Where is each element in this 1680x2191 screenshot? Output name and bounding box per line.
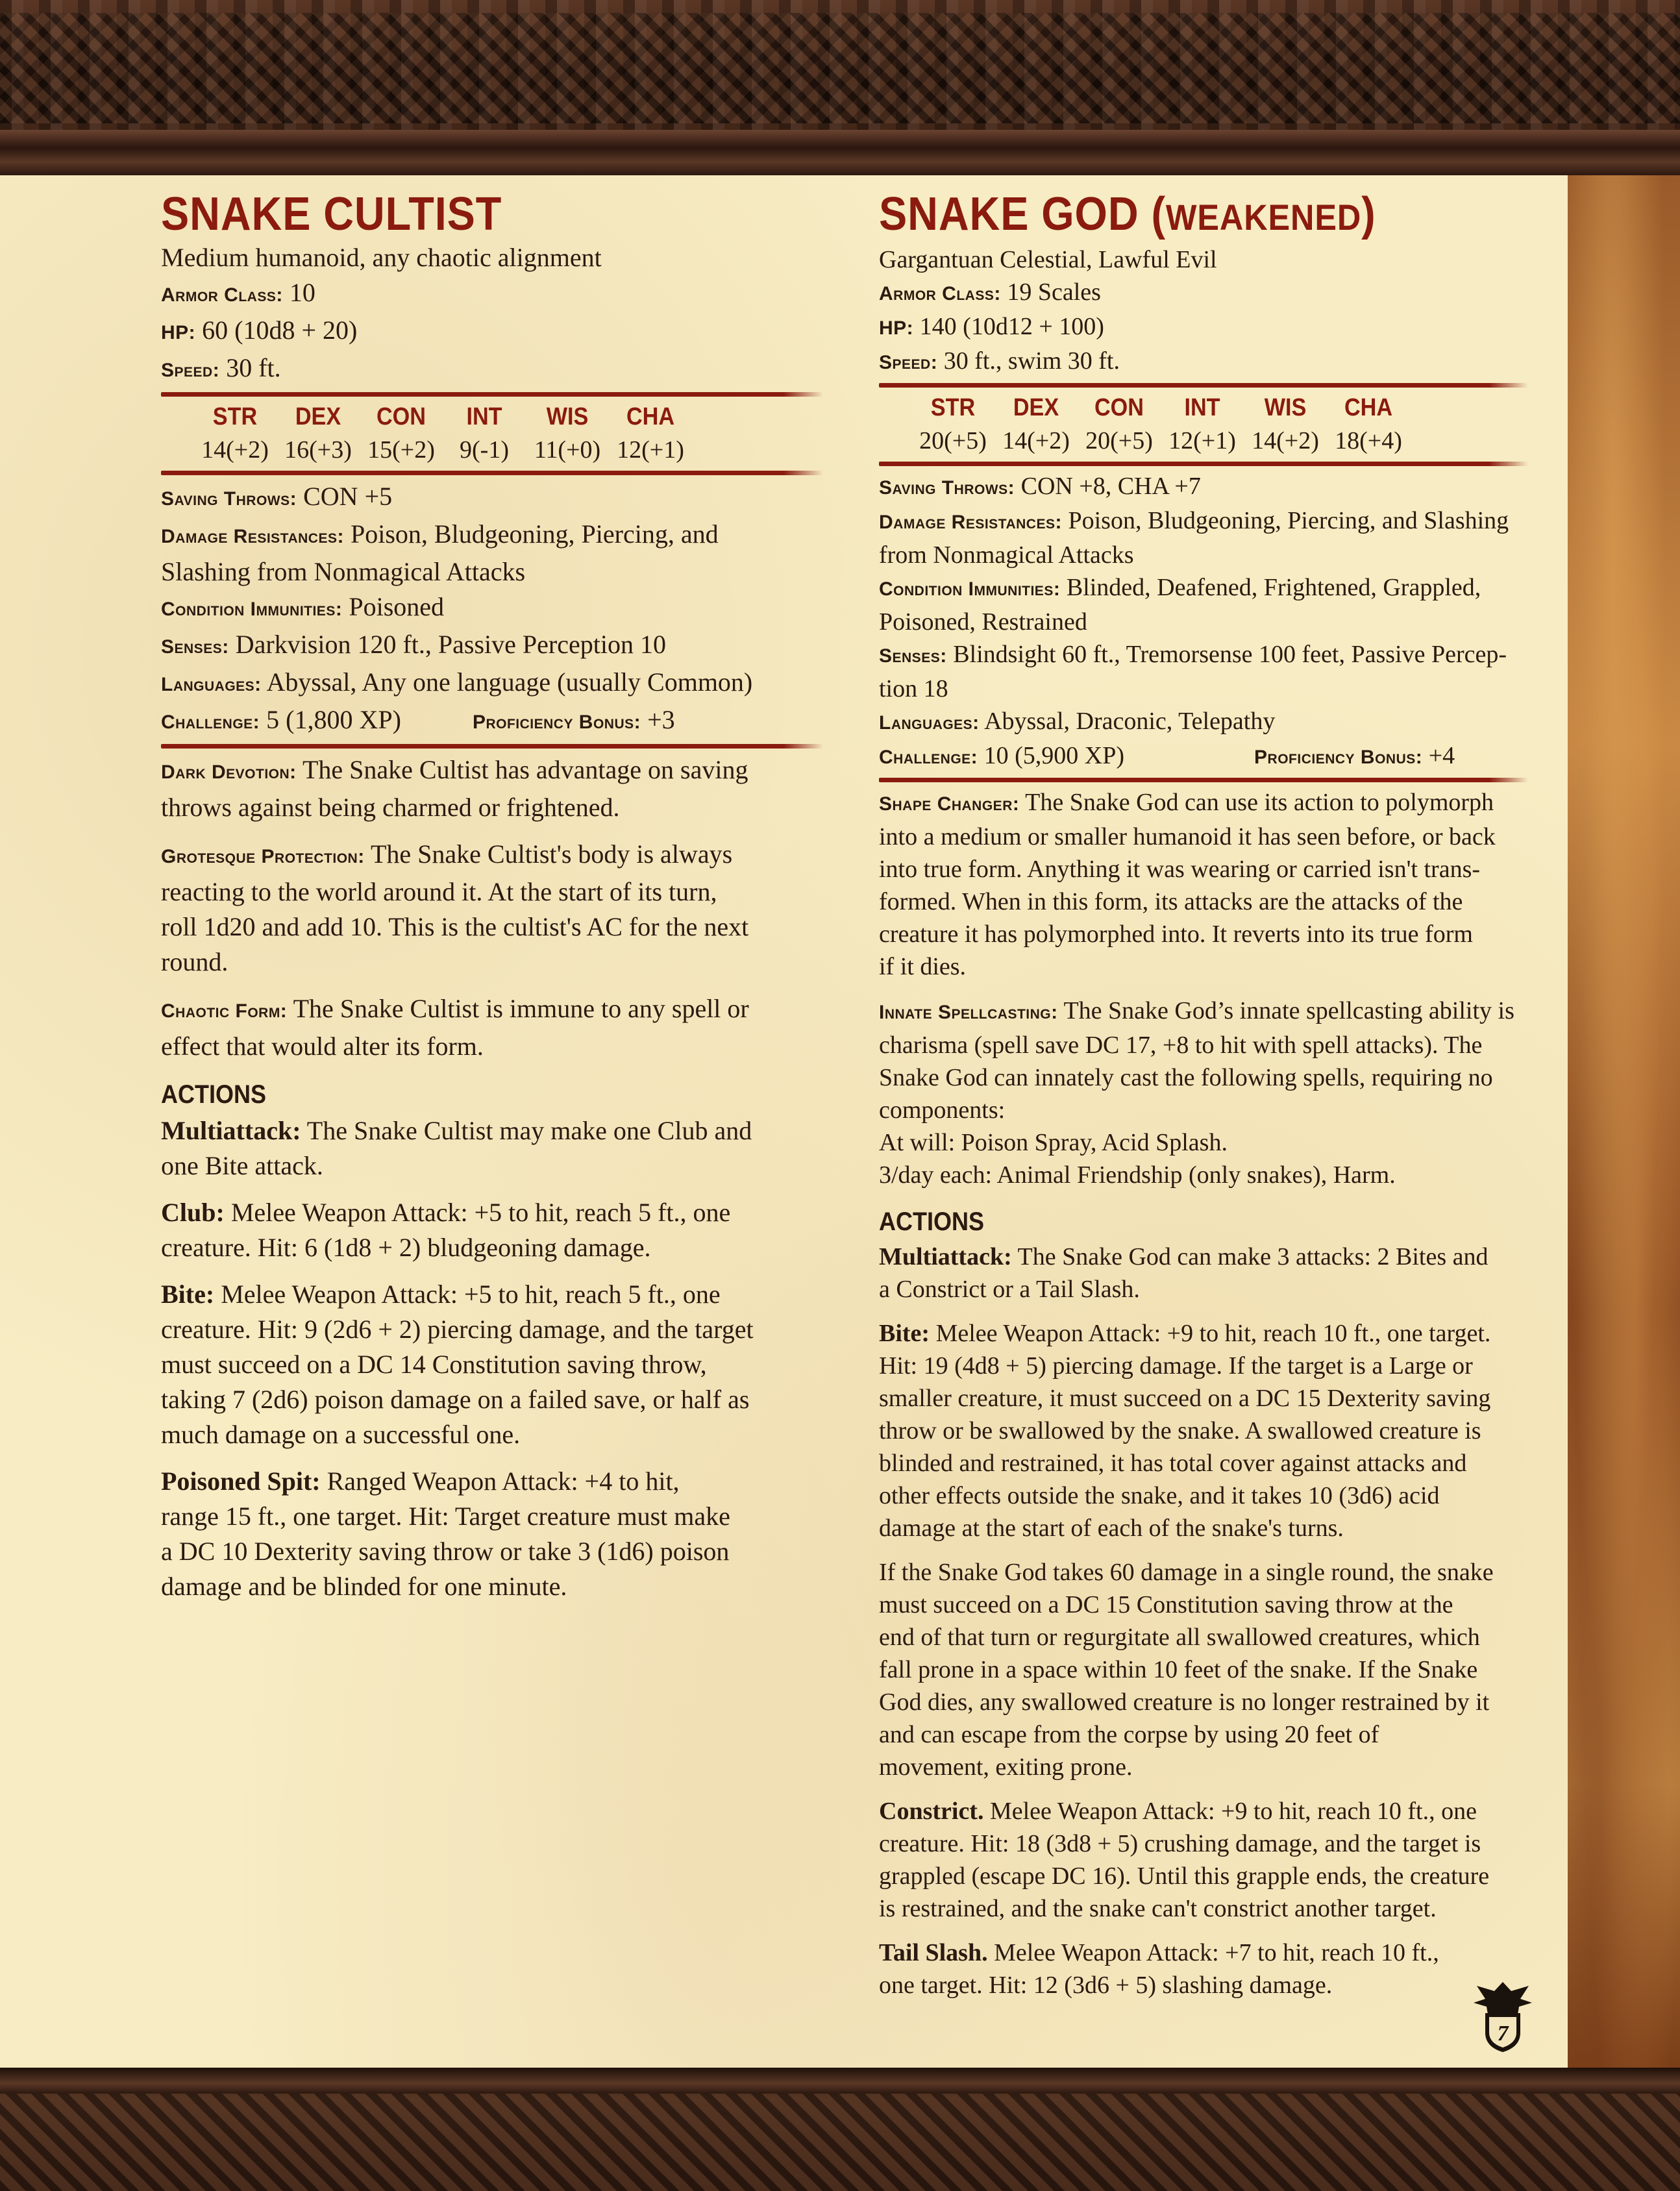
statblock-title: SNAKE CULTIST xyxy=(161,188,502,240)
ability-cha: CHA 12(+1) xyxy=(617,403,684,464)
divider xyxy=(161,392,823,397)
ability-wis: WIS 14(+2) xyxy=(1252,394,1319,454)
hit-points: HP: 140 (10d12 + 100) xyxy=(879,313,1104,340)
trait-dark-devotion: Dark Devotion: The Snake Cultist has advantage on saving throws against being charmed or frightened. xyxy=(161,755,748,822)
creature-type: Medium humanoid, any chaotic alignment xyxy=(161,243,602,272)
border-ridge xyxy=(0,2068,1680,2094)
senses-cont: tion 18 xyxy=(879,675,948,702)
trait-shape-changer: Shape Changer: The Snake God can use its action to polymorph into a medium or smaller humanoid it has seen before, or back into true form. Anything it was wearing or carried isn't trans- formed. When in this form, its attacks are the attacks of the creature it has polymorphed into. It reverts into its true form if it dies. xyxy=(879,789,1496,980)
page-number-emblem xyxy=(1467,1977,1538,2055)
damage-resistances: Damage Resistances: Poison, Bludgeoning, Piercing, and Slashing xyxy=(879,507,1509,534)
ability-dex: DEX 14(+2) xyxy=(1002,394,1070,454)
divider xyxy=(161,471,823,475)
divider xyxy=(879,383,1528,388)
challenge-row: Challenge: 5 (1,800 XP) Proficiency Bonus: +3 xyxy=(161,705,675,734)
actions-heading: ACTIONS xyxy=(161,1080,266,1109)
statblock-snake-cultist xyxy=(161,175,823,1616)
ability-con: CON 15(+2) xyxy=(367,403,435,464)
page-number: 7 xyxy=(1497,2022,1509,2046)
speed: Speed: 30 ft. xyxy=(161,353,281,382)
action-bite: Bite: Melee Weapon Attack: +5 to hit, reach 5 ft., one creature. Hit: 9 (2d6 + 2) piercing damage, and the target must succeed on a DC 14 Constitution saving throw, taking 7 (2d6) poison damage on a failed save, or half as much damage on a successful one. xyxy=(161,1280,754,1449)
saving-throws: Saving Throws: CON +8, CHA +7 xyxy=(879,473,1201,500)
ability-int: INT 9(-1) xyxy=(460,403,509,464)
armor-class: Armor Class: 19 Scales xyxy=(879,279,1101,306)
action-multiattack: Multiattack: The Snake Cultist may make one Club and one Bite attack. xyxy=(161,1116,752,1180)
celtic-knot-pattern xyxy=(0,13,1680,123)
ability-dex: DEX 16(+3) xyxy=(284,403,352,464)
top-border xyxy=(0,0,1680,175)
action-multiattack: Multiattack: The Snake God can make 3 attacks: 2 Bites and a Constrict or a Tail Slash. xyxy=(879,1243,1489,1303)
ability-str: STR 14(+2) xyxy=(201,403,269,464)
bottom-border xyxy=(0,2068,1680,2191)
trait-chaotic-form: Chaotic Form: The Snake Cultist is immune to any spell or effect that would alter its form. xyxy=(161,994,749,1061)
challenge-row: Challenge: 10 (5,900 XP) Proficiency Bonus: +4 xyxy=(879,742,1455,769)
statblock-title: SNAKE GOD (WEAKENED) xyxy=(879,188,1376,240)
ability-cha: CHA 18(+4) xyxy=(1335,394,1402,454)
senses: Senses: Blindsight 60 ft., Tremorsense 100 feet, Passive Percep- xyxy=(879,641,1507,668)
action-constrict: Constrict. Melee Weapon Attack: +9 to hit, reach 10 ft., one creature. Hit: 18 (3d8 + 5) crushing damage, and the target is grappled (escape DC 16). Until this grapple ends, the creature is restrained, and the snake can't constrict another target. xyxy=(879,1798,1490,1922)
senses: Senses: Darkvision 120 ft., Passive Perception 10 xyxy=(161,630,666,659)
action-poisoned-spit: Poisoned Spit: Ranged Weapon Attack: +4 to hit, range 15 ft., one target. Hit: Target creature must make a DC 10 Dexterity saving throw or take 3 (1d6) poison damage and be blinded for one minute. xyxy=(161,1467,730,1601)
damage-resistances: Damage Resistances: Poison, Bludgeoning, Piercing, and xyxy=(161,519,719,549)
languages: Languages: Abyssal, Draconic, Telepathy xyxy=(879,708,1276,735)
damage-resistances-cont: Slashing from Nonmagical Attacks xyxy=(161,557,526,586)
side-strip xyxy=(1568,175,1680,2068)
actions-heading: ACTIONS xyxy=(879,1207,984,1236)
trait-grotesque-protection: Grotesque Protection: The Snake Cultist's body is always reacting to the world around it. At the start of its turn, roll 1d20 and add 10. This is the cultist's AC for the next round. xyxy=(161,839,749,976)
armor-class: Armor Class: 10 xyxy=(161,278,315,307)
ability-wis: WIS 11(+0) xyxy=(534,403,601,464)
divider xyxy=(161,744,823,749)
condition-immunities-cont: Poisoned, Restrained xyxy=(879,608,1087,636)
statblock-snake-god xyxy=(879,175,1528,2013)
ability-int: INT 12(+1) xyxy=(1168,394,1236,454)
divider xyxy=(879,462,1528,466)
saving-throws: Saving Throws: CON +5 xyxy=(161,482,393,511)
action-tail-slash: Tail Slash. Melee Weapon Attack: +7 to hit, reach 10 ft., one target. Hit: 12 (3d6 + 5) slashing damage. xyxy=(879,1939,1439,1999)
condition-immunities: Condition Immunities: Poisoned xyxy=(161,592,445,621)
speed: Speed: 30 ft., swim 30 ft. xyxy=(879,347,1120,375)
creature-type: Gargantuan Celestial, Lawful Evil xyxy=(879,246,1217,273)
condition-immunities: Condition Immunities: Blinded, Deafened, Frightened, Grappled, xyxy=(879,574,1481,601)
swallow-rules: If the Snake God takes 60 damage in a single round, the snake must succeed on a DC 15 Constitution saving throw at the end of that turn or regurgitate all swallowed creatures, which fall prone in a space within 10 feet of the snake. If the Snake God dies, any swallowed creature is no longer restrained by it and can escape from the corpse by using 20 feet of movement, exiting prone. xyxy=(879,1559,1494,1781)
border-ridge xyxy=(0,130,1680,175)
action-club: Club: Melee Weapon Attack: +5 to hit, reach 5 ft., one creature. Hit: 6 (1d8 + 2) bludgeoning damage. xyxy=(161,1198,731,1262)
action-bite: Bite: Melee Weapon Attack: +9 to hit, reach 10 ft., one target. Hit: 19 (4d8 + 5) piercing damage. If the target is a Large or smaller creature, it must succeed on a DC 15 Dexterity saving throw or be swallowed by the snake. A swallowed creature is blinded and restrained, it has total cover against attacks and other effects outside the snake, and it takes 10 (3d6) acid damage at the start of each of the snake's turns. xyxy=(879,1320,1491,1542)
trait-innate-spellcasting: Innate Spellcasting: The Snake God’s innate spellcasting ability is charisma (spell save DC 17, +8 to hit with spell attacks). The Snake God can innately cast the following spells, requiring no components: At will: Poison Spray, Acid Splash. 3/day each: Animal Friendship (only snakes), Harm. xyxy=(879,997,1514,1189)
hit-points: HP: 60 (10d8 + 20) xyxy=(161,316,358,345)
damage-resistances-cont: from Nonmagical Attacks xyxy=(879,541,1134,569)
ability-scores xyxy=(161,401,823,467)
ability-con: CON 20(+5) xyxy=(1085,394,1153,454)
eagle-shield-icon xyxy=(1467,1977,1538,2055)
ability-scores xyxy=(879,391,1528,458)
divider xyxy=(879,778,1528,782)
ability-str: STR 20(+5) xyxy=(919,394,987,454)
languages: Languages: Abyssal, Any one language (usually Common) xyxy=(161,667,753,697)
